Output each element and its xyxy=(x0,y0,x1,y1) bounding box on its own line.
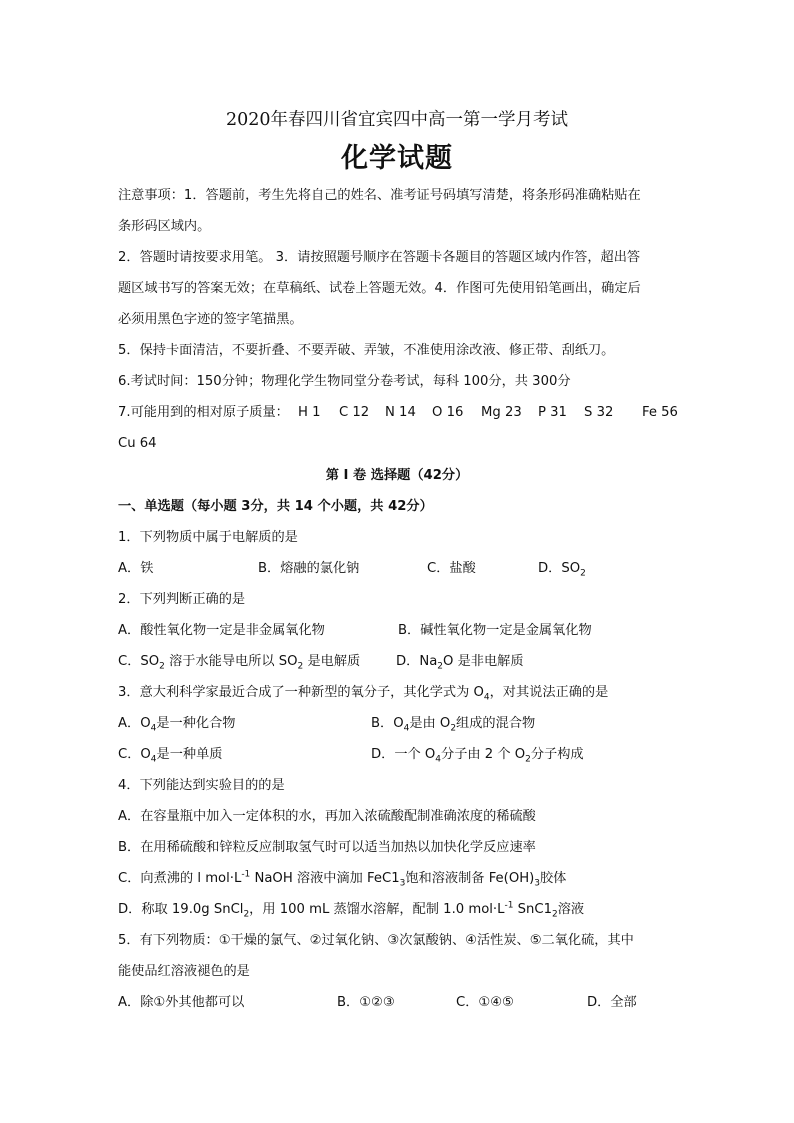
note-2-line-1: 2．答题时请按要求用笔。 3．请按照题号顺序在答题卡各题目的答题区域内作答，超出答 xyxy=(118,250,641,265)
atom-mass-h: H 1 xyxy=(298,405,321,420)
q1-option-d: D．$SO_2$ xyxy=(538,561,586,579)
q5-stem-line-1: 5．有下列物质：①干燥的氯气、②过氧化钠、③次氯酸钠、④活性炭、⑤二氧化硫，其中 xyxy=(118,933,634,948)
q1-option-b: B．熔融的氯化钠 xyxy=(258,561,360,576)
atom-mass-p: P 31 xyxy=(538,405,567,420)
note-1-line-1: 注意事项：1．答题前，考生先将自己的姓名、准考证号码填写清楚，将条形码准确粘贴在 xyxy=(118,188,641,203)
atom-mass-n: N 14 xyxy=(385,405,416,420)
q1-stem: 1．下列物质中属于电解质的是 xyxy=(118,530,298,545)
q4-option-c: C．向煮沸的 l $mol\cdot L^{-1}$ NaOH 溶液中滴加 $FeC1_3$饱和溶液制备 $Fe(OH)_3$胶体 xyxy=(118,869,567,889)
q2-option-c: C．$SO_2$ 溶于水能导电所以 $SO_2$ 是电解质 xyxy=(118,654,361,672)
q4-option-a: A．在容量瓶中加入一定体积的水，再加入浓硫酸配制准确浓度的稀硫酸 xyxy=(118,809,536,824)
atom-mass-o: O 16 xyxy=(432,405,464,420)
note-1-line-2: 条形码区域内。 xyxy=(118,219,211,234)
q3-option-a: A．$O_4$是一种化合物 xyxy=(118,716,236,734)
exam-subtitle: 2020年春四川省宜宾四中高一第一学月考试 xyxy=(225,110,569,130)
q2-option-d: D．$Na_2O$ 是非电解质 xyxy=(396,654,524,672)
q4-option-d: D．称取 19.0g SnCl$_2$，用 100 mL 蒸馏水溶解，配制 1.0 $mol\cdot L^{-1}$ $SnC1_2$溶液 xyxy=(118,900,585,920)
note-2-line-2: 题区域书写的答案无效；在草稿纸、试卷上答题无效。4．作图可先使用铅笔画出，确定后 xyxy=(118,281,641,296)
note-7-label: 7.可能用到的相对原子质量： xyxy=(118,405,289,420)
q5-option-d: D．全部 xyxy=(587,995,637,1010)
q1-option-a: A．铁 xyxy=(118,561,154,576)
section-title: 第 I 卷 选择题（42分） xyxy=(325,468,469,483)
note-6: 6.考试时间：150分钟；物理化学生物同堂分卷考试，每科 100分，共 300分 xyxy=(118,374,571,389)
q3-stem: 3．意大利科学家最近合成了一种新型的氧分子，其化学式为 $O_4$，对其说法正确的是 xyxy=(118,685,609,703)
q4-stem: 4．下列能达到实验目的的是 xyxy=(118,778,285,793)
q2-stem: 2．下列判断正确的是 xyxy=(118,592,246,607)
atom-mass-mg: Mg 23 xyxy=(481,405,522,420)
q2-option-a: A．酸性氧化物一定是非金属氧化物 xyxy=(118,623,325,638)
q2-option-b: B．碱性氧化物一定是金属氧化物 xyxy=(398,623,592,638)
q3-option-c: C．$O_4$是一种单质 xyxy=(118,747,223,765)
q5-option-c: C．①④⑤ xyxy=(456,995,514,1010)
q3-option-b: B．$O_4$是由 $O_2$组成的混合物 xyxy=(371,716,536,734)
q5-stem-line-2: 能使品红溶液褪色的是 xyxy=(118,964,250,979)
q4-option-b: B．在用稀硫酸和锌粒反应制取氢气时可以适当加热以加快化学反应速率 xyxy=(118,840,536,855)
exam-title: 化学试题 xyxy=(341,143,453,174)
atom-mass-s: S 32 xyxy=(584,405,614,420)
atom-mass-c: C 12 xyxy=(339,405,370,420)
atom-mass-fe: Fe 56 xyxy=(642,405,678,420)
part-title: 一、单选题（每小题 3分，共 14 个小题，共 42分） xyxy=(118,499,433,514)
q5-option-b: B．①②③ xyxy=(337,995,395,1010)
note-2-line-3: 必须用黑色字迹的签字笔描黑。 xyxy=(118,312,303,327)
q1-option-c: C．盐酸 xyxy=(427,561,476,576)
q5-option-a: A．除①外其他都可以 xyxy=(118,995,245,1010)
note-5: 5．保持卡面清洁，不要折叠、不要弄破、弄皱，不准使用涂改液、修正带、刮纸刀。 xyxy=(118,343,615,358)
q3-option-d: D．一个 $O_4$分子由 2 个 $O_2$分子构成 xyxy=(371,747,584,765)
atom-mass-cu: Cu 64 xyxy=(118,436,157,451)
